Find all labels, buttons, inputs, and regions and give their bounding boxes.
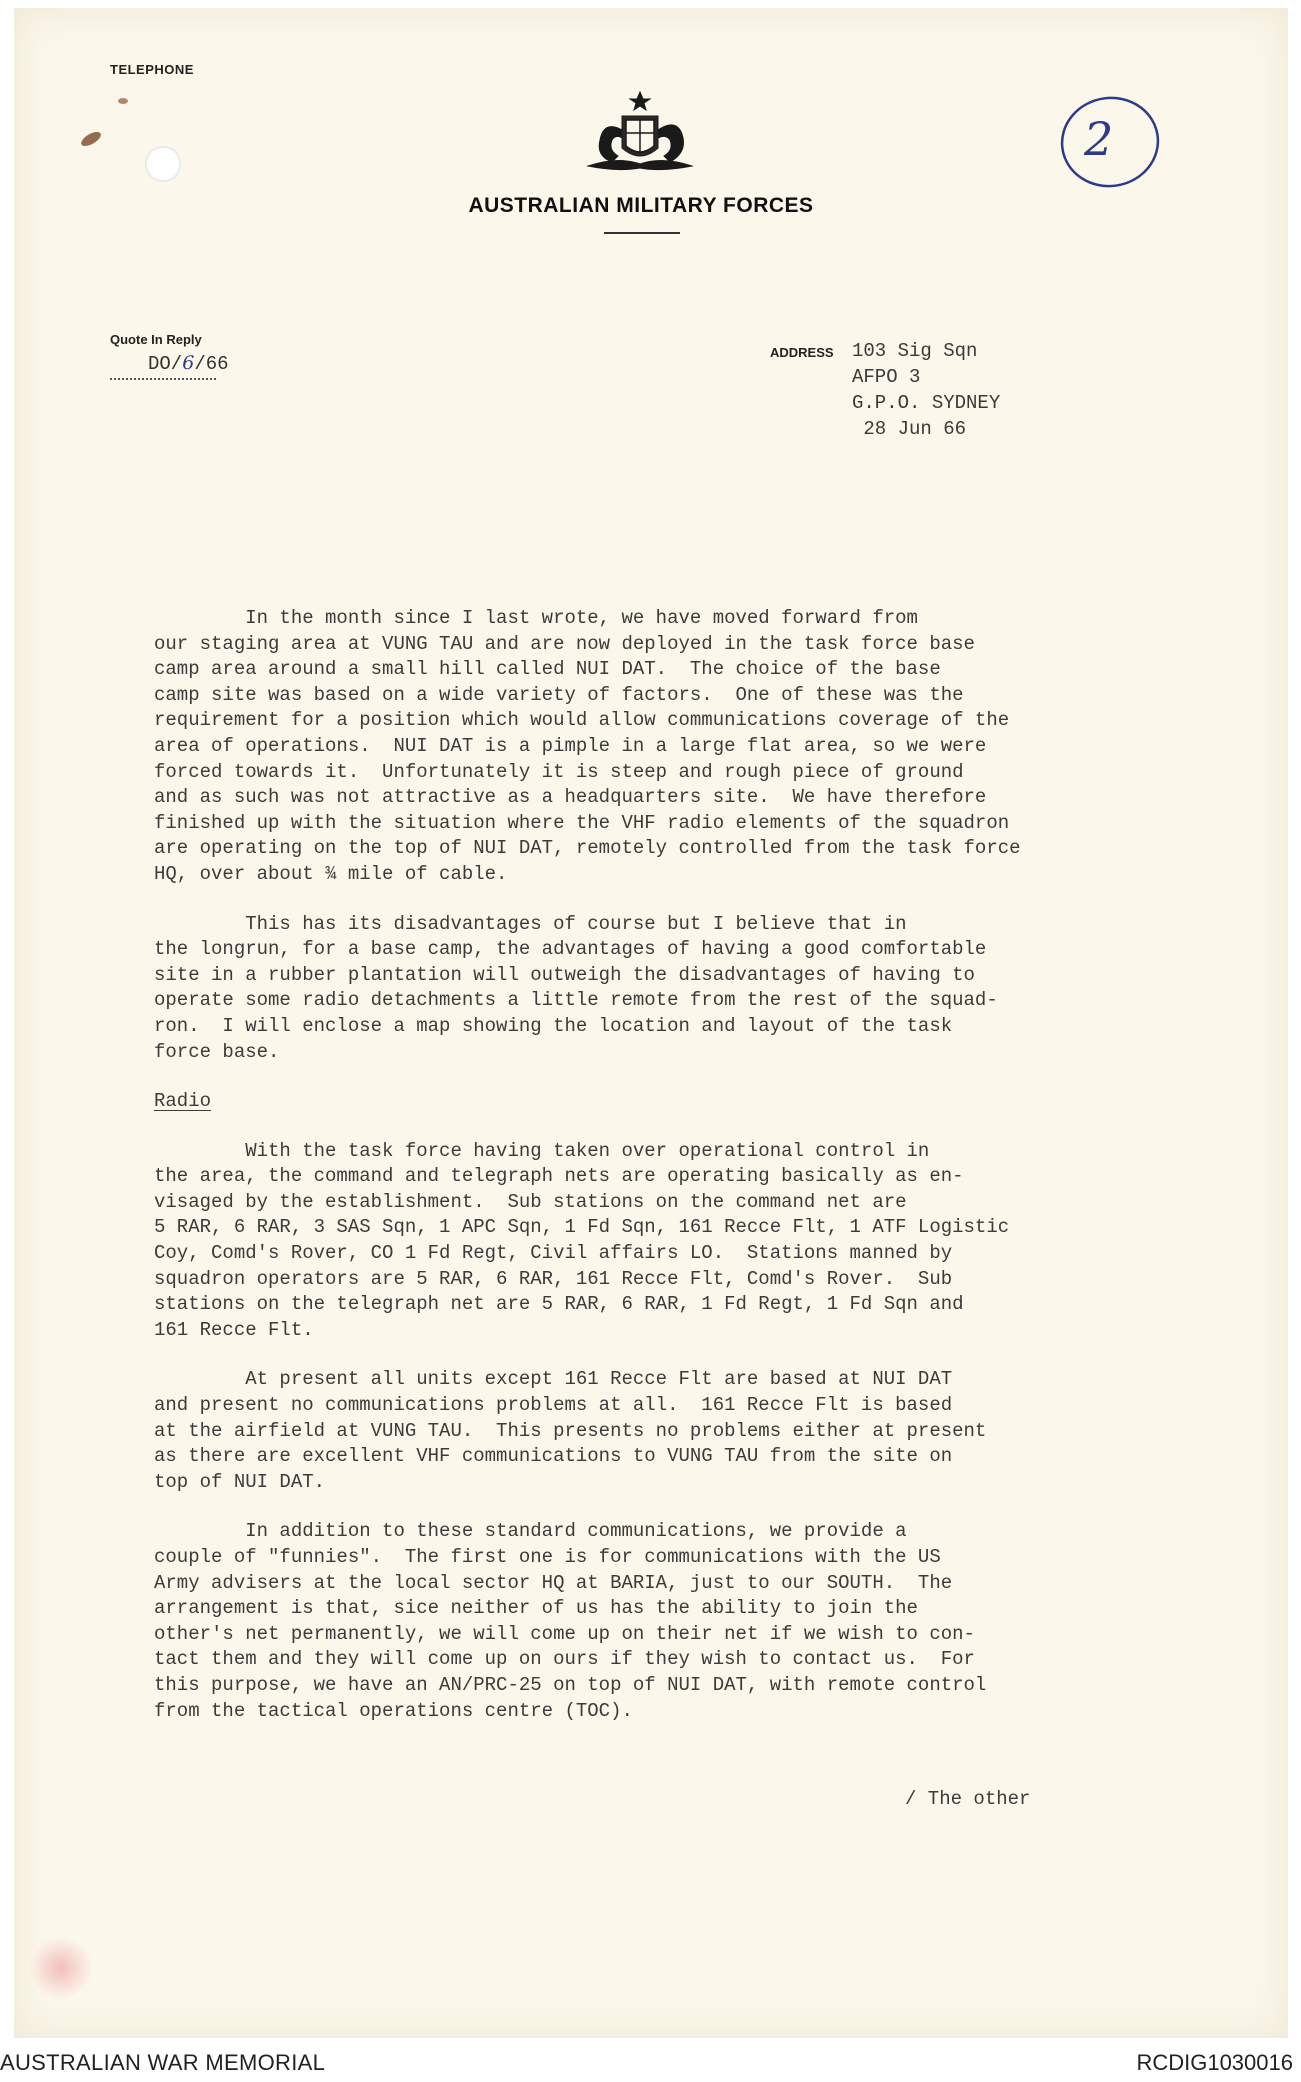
- text-line: In the month since I last wrote, we have moved forward from: [154, 607, 918, 629]
- letter-body: [154, 606, 1134, 1724]
- text-line: tact them and they will come up on ours if they wish to contact us. For: [154, 1648, 975, 1671]
- text-line: ron. I will enclose a map showing the location and layout of the task: [154, 1014, 953, 1037]
- text-line: HQ, over about ¾ mile of cable.: [154, 862, 508, 885]
- archive-id: RCDIG1030016: [1136, 2050, 1293, 2075]
- text-line: this purpose, we have an AN/PRC-25 on top of NUI DAT, with remote control: [154, 1673, 987, 1696]
- text-line: top of NUI DAT.: [154, 1470, 326, 1493]
- telephone-label: TELEPHONE: [110, 62, 194, 77]
- punch-hole: [145, 146, 181, 182]
- paragraph-5: [154, 1519, 1134, 1724]
- reference-handwritten: 6: [182, 352, 195, 374]
- reference-dotted-line: [110, 378, 216, 380]
- text-line: the longrun, for a base camp, the advantages of having a good comfortable: [154, 938, 987, 961]
- text-line: site in a rubber plantation will outweigh the disadvantages of having to: [154, 963, 975, 986]
- address-line: AFPO 3: [852, 366, 921, 388]
- text-line: the area, the command and telegraph nets are operating basically as en-: [154, 1165, 964, 1188]
- text-line: are operating on the top of NUI DAT, remotely controlled from the task force: [154, 837, 1021, 860]
- text-line: With the task force having taken over operational control in: [154, 1139, 930, 1162]
- paragraph-2: [154, 912, 1134, 1066]
- page-number-handwritten: 2: [1084, 112, 1114, 166]
- text-line: finished up with the situation where the VHF radio elements of the squadron: [154, 811, 1010, 834]
- paragraph-3: [154, 1139, 1134, 1344]
- text-line: and as such was not attractive as a headquarters site. We have therefore: [154, 786, 987, 809]
- address-line-date: 28 Jun 66: [852, 418, 967, 440]
- section-heading-radio: Radio: [154, 1090, 212, 1113]
- address-line: 103 Sig Sqn: [852, 340, 978, 362]
- coat-of-arms-icon: [578, 90, 702, 180]
- reference-number: [148, 352, 229, 375]
- quote-in-reply-label: Quote In Reply: [110, 332, 202, 347]
- text-line: squadron operators are 5 RAR, 6 RAR, 161 Recce Flt, Comd's Rover. Sub: [154, 1267, 953, 1290]
- text-line: arrangement is that, sice neither of us has the ability to join the: [154, 1597, 918, 1620]
- title-rule: [604, 232, 680, 234]
- text-line: area of operations. NUI DAT is a pimple in a large flat area, so we were: [154, 734, 987, 757]
- text-line: Coy, Comd's Rover, CO 1 Fd Regt, Civil affairs LO. Stations manned by: [154, 1242, 953, 1265]
- text-line: Army advisers at the local sector HQ at BARIA, just to our SOUTH. The: [154, 1571, 953, 1594]
- text-line: 161 Recce Flt.: [154, 1318, 314, 1341]
- pink-stain: [28, 1938, 94, 1998]
- paragraph-1: [154, 606, 1134, 888]
- text-line: camp site was based on a wide variety of factors. One of these was the: [154, 683, 964, 706]
- text-line: At present all units except 161 Recce Flt are based at NUI DAT: [154, 1368, 953, 1391]
- text-line: our staging area at VUNG TAU and are now deployed in the task force base: [154, 632, 975, 655]
- address-block: [852, 338, 1000, 442]
- text-line: other's net permanently, we will come up on their net if we wish to con-: [154, 1622, 975, 1645]
- text-line: 5 RAR, 6 RAR, 3 SAS Sqn, 1 APC Sqn, 1 Fd Sqn, 161 Recce Flt, 1 ATF Logistic: [154, 1216, 1010, 1239]
- text-line: force base.: [154, 1040, 280, 1063]
- text-line: stations on the telegraph net are 5 RAR, 6 RAR, 1 Fd Regt, 1 Fd Sqn and: [154, 1293, 964, 1316]
- text-line: requirement for a position which would allow communications coverage of the: [154, 709, 1010, 732]
- organization-title: AUSTRALIAN MILITARY FORCES: [468, 194, 814, 217]
- text-line: from the tactical operations centre (TOC).: [154, 1699, 633, 1722]
- address-label: ADDRESS: [770, 345, 834, 360]
- text-line: forced towards it. Unfortunately it is steep and rough piece of ground: [154, 760, 964, 783]
- text-line: This has its disadvantages of course but I believe that in: [154, 912, 907, 935]
- text-line: operate some radio detachments a little remote from the rest of the squad-: [154, 989, 998, 1012]
- text-line: visaged by the establishment. Sub stations on the command net are: [154, 1190, 907, 1213]
- continuation-note: / The other: [905, 1788, 1031, 1810]
- reference-prefix: DO/: [148, 353, 183, 375]
- rust-stain-small: [118, 98, 128, 104]
- text-line: and present no communications problems at all. 161 Recce Flt is based: [154, 1394, 953, 1417]
- paragraph-4: [154, 1367, 1134, 1495]
- address-line: G.P.O. SYDNEY: [852, 392, 1001, 414]
- archive-credit: AUSTRALIAN WAR MEMORIAL: [0, 2050, 326, 2075]
- text-line: couple of "funnies". The first one is for communications with the US: [154, 1546, 941, 1568]
- reference-suffix: /66: [194, 353, 229, 375]
- text-line: camp area around a small hill called NUI DAT. The choice of the base: [154, 658, 941, 681]
- text-line: In addition to these standard communications, we provide a: [154, 1520, 907, 1543]
- text-line: at the airfield at VUNG TAU. This presents no problems either at present: [154, 1419, 987, 1442]
- text-line: as there are excellent VHF communications to VUNG TAU from the site on: [154, 1445, 953, 1468]
